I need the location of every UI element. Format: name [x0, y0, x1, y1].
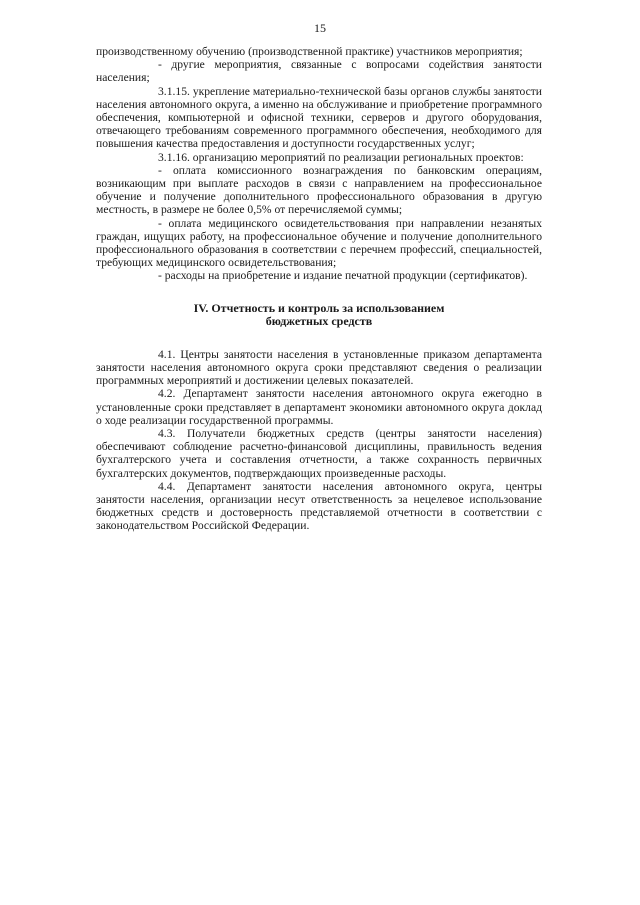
section-title-line-1: IV. Отчетность и контроль за использованием: [193, 300, 445, 315]
clause-4-4: 4.4. Департамент занятости населения автономного округа, центры занятости населения, организации несут ответственность за нецелевое использование бюджетных средств и достоверность представляемой отчетности в соответствии с законодательством Российской Федерации.: [96, 479, 542, 533]
continued-paragraph: производственному обучению (производственной практике) участников мероприятия;: [96, 45, 523, 58]
list-item-medical-examination: - оплата медицинского освидетельствования при направлении незанятых граждан, ищущих работу, на профессиональное обучение и получение дополнительного профессионального образования в соответствии с перечнем профессий, специальностей, требующих медицинского освидетельствования;: [96, 216, 542, 270]
clause-3-1-16: 3.1.16. организацию мероприятий по реализации региональных проектов:: [158, 150, 524, 164]
list-item-commission-fee: - оплата комиссионного вознаграждения по банковским операциям, возникающим при выплате расходов в связи с направлением на профессиональное обучение и получение дополнительного профессионального образования в другую местность, в размере не более 0,5% от перечисляемой суммы;: [96, 163, 542, 217]
section-title-line-2: бюджетных средств: [265, 314, 373, 329]
page-number: 15: [314, 21, 326, 35]
list-item-printed-products: - расходы на приобретение и издание печатной продукции (сертификатов).: [158, 269, 528, 283]
list-item-other-measures: - другие мероприятия, связанные с вопросами содействия занятости населения;: [96, 58, 542, 85]
clause-4-1: 4.1. Центры занятости населения в установленные приказом департамента занятости населения автономного округа сроки представляют сведения о реализации программных мероприятий и достижении целевых показателей.: [96, 347, 542, 388]
clause-3-1-15: 3.1.15. укрепление материально-технической базы органов службы занятости населения автономного округа, а именно на обслуживание и приобретение программного обеспечения, компьютерной и офисной техники, серверов и другого оборудования, отвечающего требованиям современного программного обеспечения, необходимого для повышения качества предоставления и доступности государственных услуг;: [96, 84, 542, 151]
clause-4-2: 4.2. Департамент занятости населения автономного округа ежегодно в установленные сроки представляет в департамент экономики автономного округа доклад о ходе реализации государственной программы.: [96, 387, 542, 427]
section-heading: [96, 302, 542, 329]
document-body: [96, 45, 542, 533]
clause-4-3: 4.3. Получатели бюджетных средств (центры занятости населения) обеспечивают соблюдение расчетно-финансовой дисциплины, правильность ведения бухгалтерского учета и составления отчетности, а также сохранность первичных бухгалтерских документов, подтверждающих произведенные расходы.: [96, 427, 542, 480]
